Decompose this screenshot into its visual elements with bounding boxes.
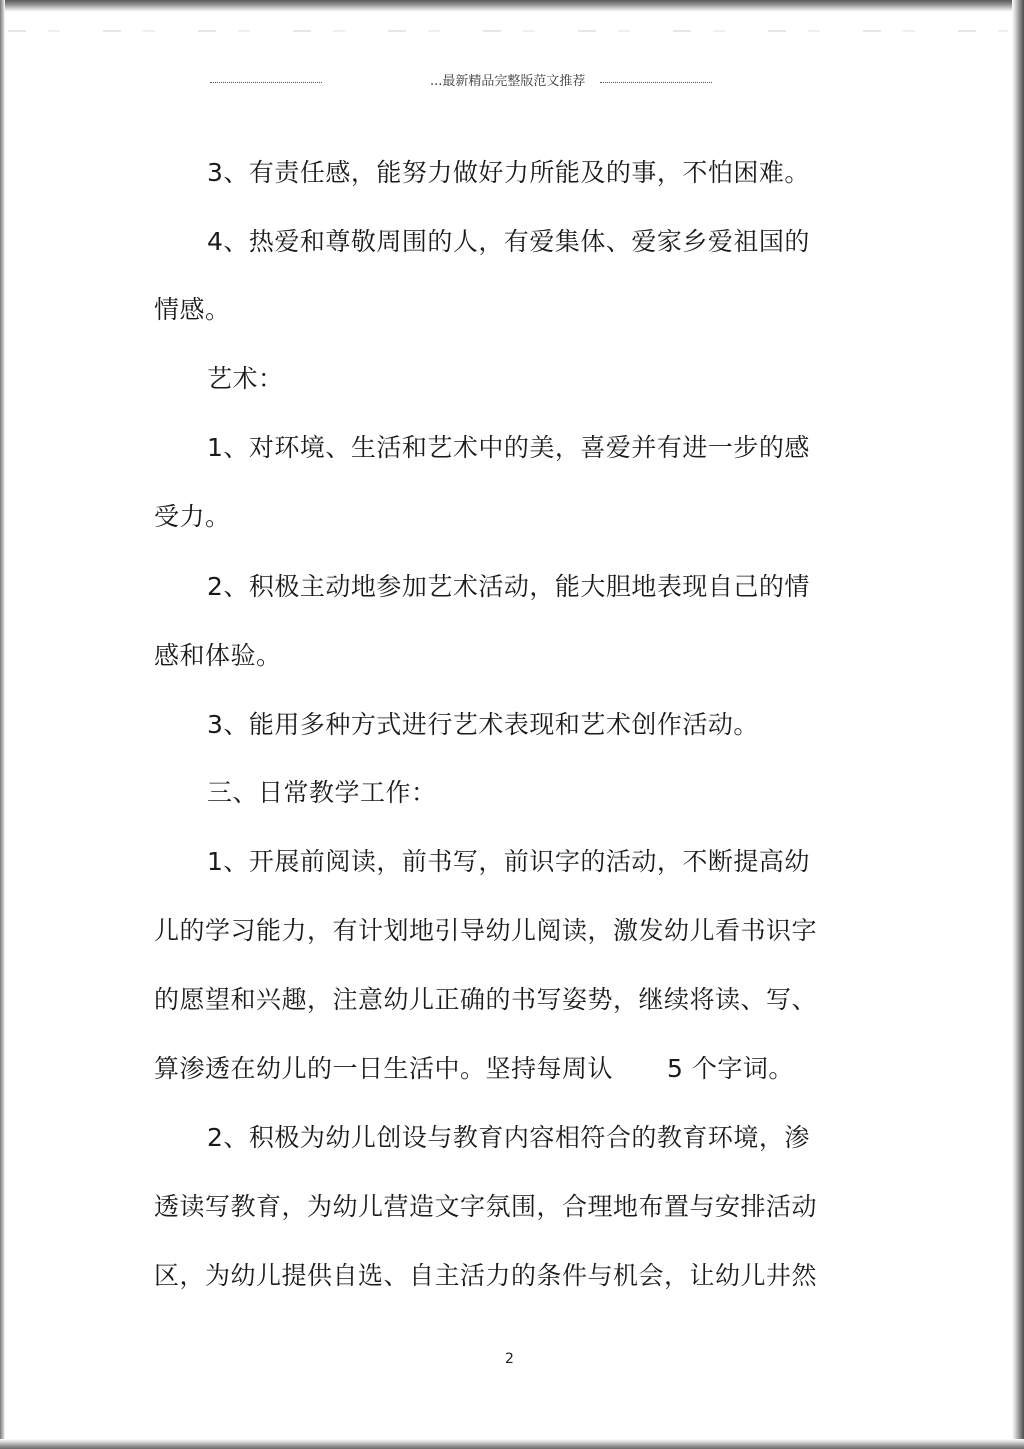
section-heading: 艺术： xyxy=(207,364,284,393)
paragraph-line: 情感。 xyxy=(154,295,231,324)
paragraph-line-part: 5 个字词。 xyxy=(667,1054,794,1083)
paragraph-line: 4、热爱和尊敬周围的人，有爱集体、爱家乡爱祖国的 xyxy=(207,227,810,256)
scan-border-bottom xyxy=(0,1439,1024,1449)
scan-border-top xyxy=(0,0,1024,12)
page-header: ...最新精品完整版范文推荐 xyxy=(430,74,586,89)
paragraph-line: 的愿望和兴趣，注意幼儿正确的书写姿势，继续将读、写、 xyxy=(154,985,818,1014)
paragraph-line: 儿的学习能力，有计划地引导幼儿阅读，激发幼儿看书识字 xyxy=(154,916,818,945)
paragraph-line: 2、积极为幼儿创设与教育内容相符合的教育环境，渗 xyxy=(207,1123,810,1152)
paragraph-line: 3、有责任感，能努力做好力所能及的事，不怕困难。 xyxy=(207,158,810,187)
scan-border-right xyxy=(1012,0,1024,1449)
scan-noise xyxy=(8,30,1008,32)
paragraph-line: 1、开展前阅读，前书写，前识字的活动，不断提高幼 xyxy=(207,847,810,876)
paragraph-line: 区，为幼儿提供自选、自主活力的条件与机会，让幼儿井然 xyxy=(154,1261,818,1290)
section-heading: 三、日常教学工作： xyxy=(207,778,437,807)
header-rule-left xyxy=(210,82,322,83)
paragraph-line: 感和体验。 xyxy=(154,641,282,670)
paragraph-line: 3、能用多种方式进行艺术表现和艺术创作活动。 xyxy=(207,710,759,739)
page-number: 2 xyxy=(505,1351,514,1367)
paragraph-line xyxy=(154,1052,794,1086)
paragraph-line: 透读写教育，为幼儿营造文字氛围，合理地布置与安排活动 xyxy=(154,1192,818,1221)
paragraph-line: 2、积极主动地参加艺术活动，能大胆地表现自己的情 xyxy=(207,572,810,601)
header-rule-right xyxy=(600,82,712,83)
paragraph-line: 1、对环境、生活和艺术中的美，喜爱并有进一步的感 xyxy=(207,433,810,462)
paragraph-line-part: 算渗透在幼儿的一日生活中。坚持每周认 xyxy=(154,1054,614,1083)
paragraph-line: 受力。 xyxy=(154,502,231,531)
scan-border-left xyxy=(0,0,5,1449)
